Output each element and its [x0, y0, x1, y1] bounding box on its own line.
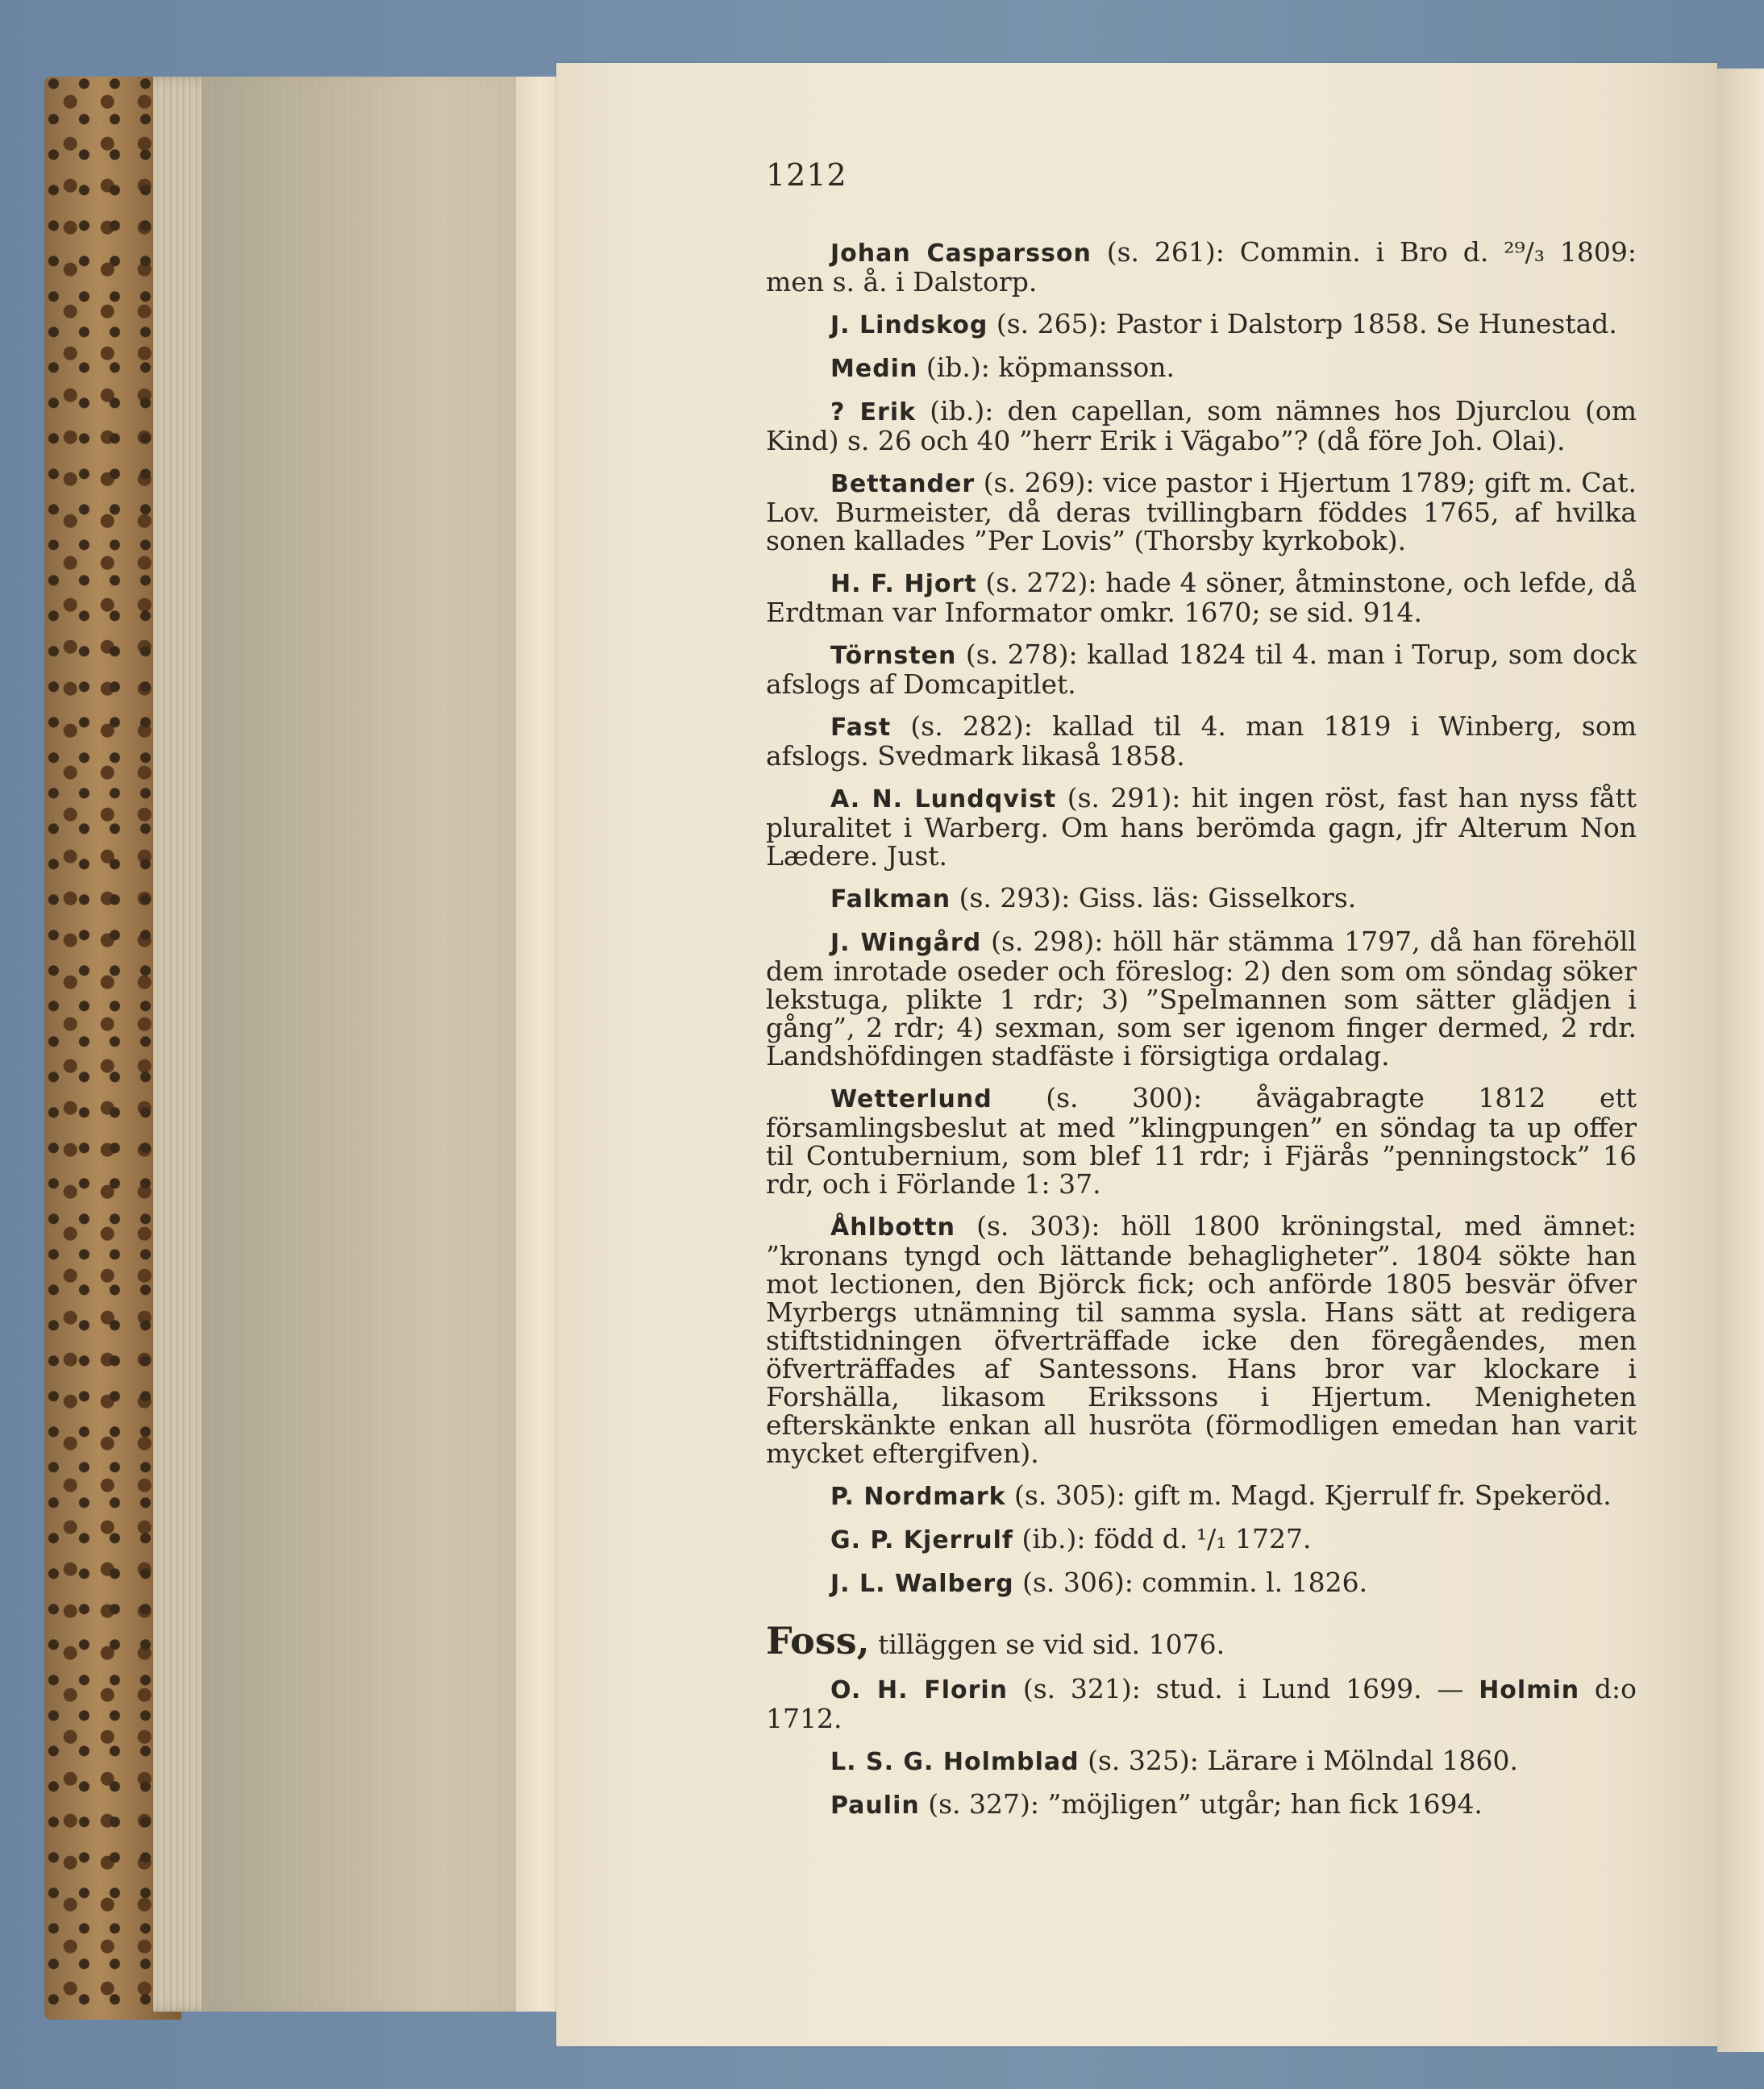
- entry: [766, 640, 1637, 698]
- entry: [766, 468, 1637, 555]
- entry-name: J. Wingård: [830, 929, 982, 957]
- entry-name: Holmin: [1479, 1676, 1580, 1704]
- entry: [766, 1212, 1637, 1467]
- entry-name: Johan Casparsson: [830, 239, 1092, 268]
- entry-list: [766, 238, 1637, 1598]
- entry-text: (s. 291): hit ingen röst, fast han nyss fått pluralitet i Warberg. Om hans berömda gagn, jfr Alterum Non Lædere. Just.: [766, 782, 1637, 872]
- entry-name: A. N. Lundqvist: [830, 785, 1057, 814]
- entry-text: (ib.): köpmansson.: [917, 352, 1175, 383]
- entry-name: Medin: [830, 355, 918, 383]
- page-content: [766, 157, 1637, 1833]
- page-block-shadow: [202, 77, 540, 2012]
- entry: [766, 397, 1637, 455]
- entry-name: Falkman: [830, 885, 951, 913]
- entry-name: Bettander: [830, 470, 976, 498]
- facing-page-edge: [1717, 69, 1764, 2052]
- entry: [766, 784, 1637, 870]
- entry: [766, 712, 1637, 770]
- entry: [766, 1481, 1637, 1511]
- page-number: 1212: [766, 157, 847, 193]
- entry-text: (s. 269): vice pastor i Hjertum 1789; gift m. Cat. Lov. Burmeister, då deras tvillingbarn föddes 1765, af hvilka sonen kallades ”Per Lovis” (Thorsby kyrkobok).: [766, 467, 1637, 556]
- entry-text: (s. 305): gift m. Magd. Kjerrulf fr. Spekeröd.: [1005, 1479, 1612, 1511]
- entry-name: P. Nordmark: [830, 1483, 1006, 1511]
- entry-text: (s. 325): Lärare i Mölndal 1860.: [1079, 1745, 1519, 1776]
- entry: [766, 1568, 1637, 1598]
- entry: [766, 353, 1637, 383]
- entry: [766, 1525, 1637, 1554]
- entry: [766, 1746, 1637, 1776]
- entry-text: (s. 327): ”möjligen” utgår; han fick 1694.: [919, 1788, 1483, 1820]
- entry-text: (s. 303): höll 1800 kröningstal, med ämnet: ”kronans tyngd och lättande behagligheter”. 1804 sökte han mot lectionen, den Björck fick; och anförde 1805 besvär öfver Myrbergs utnämning til samma sysla. Hans sätt at redigera stiftstidningen öfverträffade icke den föregåendes, men öfverträffades af Santessons. Hans bror var klockare i Forshälla, likasom Erikssons i Hjertum. Menigheten efterskänkte enkan all husröta (förmodligen emedan han varit mycket eftergifven).: [766, 1210, 1637, 1469]
- entry-text: (s. 293): Giss. läs: Gisselkors.: [951, 882, 1357, 913]
- entry: [766, 310, 1637, 339]
- entry-text: (s. 265): Pastor i Dalstorp 1858. Se Hunestad.: [988, 308, 1617, 339]
- entry: [766, 568, 1637, 626]
- section-entry-list: [766, 1675, 1637, 1820]
- entry-text: (s. 278): kallad 1824 til 4. man i Torup, som dock afslogs af Domcapitlet.: [766, 639, 1637, 700]
- entry-text: (s. 298): höll här stämma 1797, då han förehöll dem inrotade oseder och föreslog: 2) den som om söndag söker lekstuga, plikte 1 rdr; 3) ”Spelmannen som sätter glädjen i gång”, 2 rdr; 4) sexman, som ser igenom finger dermed, 2 rdr. Landshöfdingen stadfäste i försigtiga ordalag.: [766, 926, 1637, 1072]
- entry-text: (ib.): född d. ¹/₁ 1727.: [1013, 1523, 1312, 1554]
- entry-text: (s. 306): commin. l. 1826.: [1013, 1567, 1368, 1598]
- entry-text: (s. 321): stud. i Lund 1699. —: [1008, 1673, 1479, 1704]
- entry: [766, 1084, 1637, 1198]
- entry-name: J. Lindskog: [830, 311, 988, 339]
- section-subtitle: tilläggen se vid sid. 1076.: [869, 1629, 1225, 1660]
- entry-text: (ib.): den capellan, som nämnes hos Djurclou (om Kind) s. 26 och 40 ”herr Erik i Vägabo”? (då före Joh. Olai).: [766, 395, 1637, 456]
- section-heading: [766, 1619, 1637, 1662]
- entry: [766, 238, 1637, 296]
- entry-text: (s. 272): hade 4 söner, åtminstone, och lefde, då Erdtman var Informator omkr. 1670; se sid. 914.: [766, 567, 1637, 628]
- entry: [766, 1675, 1637, 1733]
- entry-name: Åhlbottn: [830, 1213, 955, 1242]
- entry-text: (s. 300): åvägabragte 1812 ett församlingsbeslut at med ”klingpungen” en söndag ta up offer til Contubernium, som blef 11 rdr; i Fjärås ”penningstock” 16 rdr, och i Förlande 1: 37.: [766, 1082, 1637, 1200]
- entry: [766, 884, 1637, 913]
- section-title: Foss,: [766, 1619, 870, 1662]
- entry-name: G. P. Kjerrulf: [830, 1526, 1013, 1554]
- entry-name: H. F. Hjort: [830, 570, 977, 598]
- entry-name: Fast: [830, 714, 892, 742]
- entry-name: J. L. Walberg: [830, 1570, 1014, 1598]
- entry: [766, 1790, 1637, 1820]
- entry-text: (s. 282): kallad til 4. man 1819 i Winberg, som afslogs. Svedmark likaså 1858.: [766, 710, 1637, 772]
- entry-name: Paulin: [830, 1791, 920, 1820]
- entry-name: O. H. Florin: [830, 1676, 1009, 1704]
- entry-name: L. S. G. Holmblad: [830, 1748, 1080, 1776]
- entry-text: d:o 1712.: [766, 1673, 1637, 1734]
- entry-name: ? Erik: [830, 398, 917, 427]
- entry-name: Törnsten: [830, 642, 957, 670]
- entry-text: (s. 261): Commin. i Bro d. ²⁹/₃ 1809: men s. å. i Dalstorp.: [766, 236, 1637, 298]
- entry: [766, 927, 1637, 1070]
- entry-name: Wetterlund: [830, 1085, 992, 1113]
